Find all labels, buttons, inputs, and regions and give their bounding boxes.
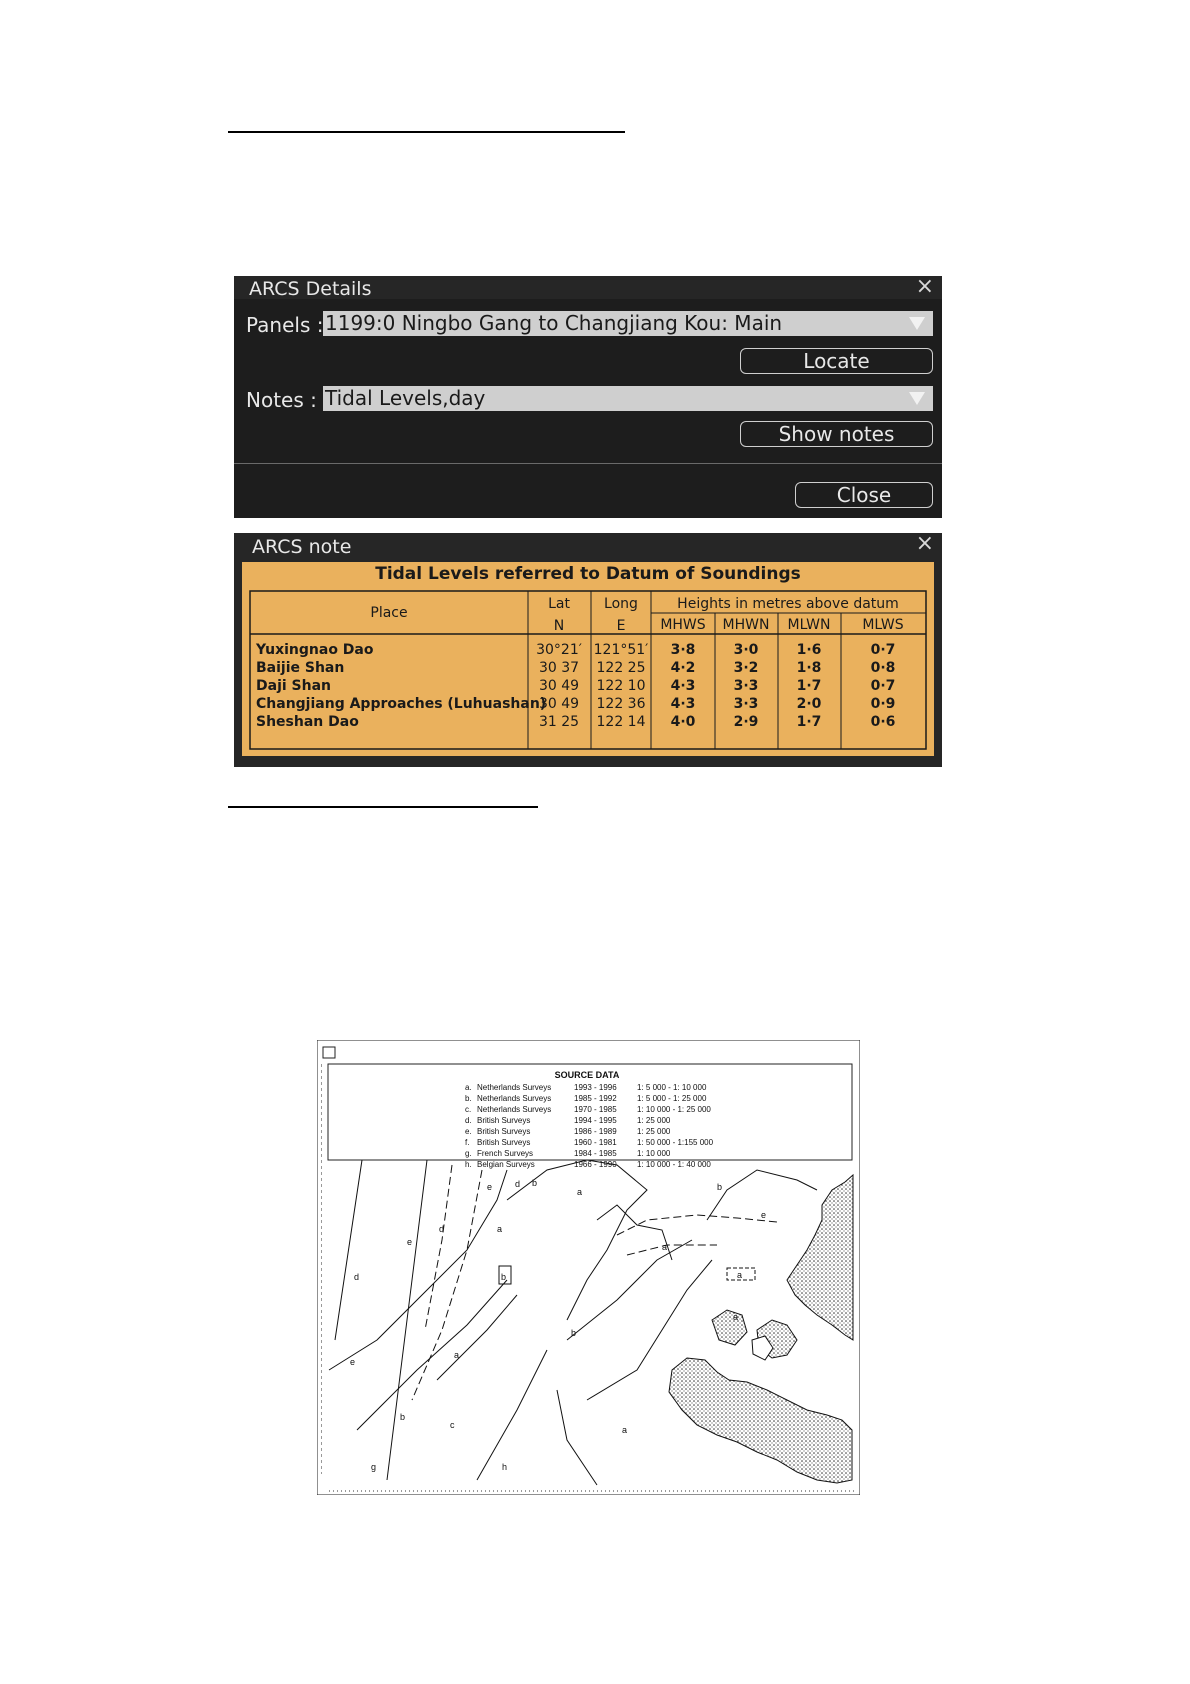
cell-mlwn: 1·7 [796, 678, 822, 694]
cell-mlws: 0·8 [870, 660, 896, 676]
close-icon[interactable]: × [915, 274, 934, 299]
cell-long: 122 14 [596, 714, 646, 730]
header-lat-sub: N [553, 618, 565, 634]
dropdown-arrow-icon [909, 392, 925, 405]
source-name: Belgian Surveys [477, 1160, 535, 1169]
source-years: 1970 - 1985 [574, 1105, 617, 1114]
cell-place: Changjiang Approaches (Luhuashan) [256, 696, 547, 712]
source-row [465, 1094, 707, 1103]
cell-mlwn: 1·8 [796, 660, 822, 676]
note-content [242, 562, 934, 756]
map-label: e [761, 1210, 767, 1220]
cell-long: 122 10 [596, 678, 646, 694]
cell-mhwn: 3·0 [733, 642, 759, 658]
source-name: British Surveys [477, 1138, 531, 1147]
cell-mhws: 4·2 [670, 660, 696, 676]
section-rule-top [228, 131, 625, 133]
cell-mlws: 0·6 [870, 714, 896, 730]
source-data-chart [317, 1040, 860, 1495]
source-name: Netherlands Surveys [477, 1105, 552, 1114]
cell-mhwn: 3·3 [733, 678, 759, 694]
source-name: British Surveys [477, 1127, 531, 1136]
source-scale: 1: 25 000 [637, 1116, 671, 1125]
source-years: 1993 - 1996 [574, 1083, 617, 1092]
panels-selected-value: 1199:0 Ningbo Gang to Changjiang Kou: Main [325, 311, 783, 335]
cell-mhwn: 2·9 [733, 714, 759, 730]
notes-selected-value: Tidal Levels,day [325, 386, 486, 410]
cell-lat: 30 37 [538, 660, 580, 676]
source-years: 1994 - 1995 [574, 1116, 617, 1125]
cell-mhws: 4·0 [670, 714, 696, 730]
source-key: h. [465, 1160, 472, 1169]
map-label: e [350, 1357, 356, 1367]
cell-mlwn: 2·0 [796, 696, 822, 712]
cell-mlws: 0·7 [870, 642, 896, 658]
source-scale: 1: 25 000 [637, 1127, 671, 1136]
dropdown-arrow-icon [909, 317, 925, 330]
section-rule-bottom [228, 806, 538, 808]
source-key: a. [465, 1083, 472, 1092]
table-row [256, 678, 895, 694]
close-button[interactable]: Close [795, 482, 933, 508]
source-key: d. [465, 1116, 472, 1125]
map-label: a [622, 1425, 628, 1435]
cell-long: 121°51′ [593, 642, 649, 658]
left-border-ticks [318, 1062, 323, 1474]
cell-long: 122 25 [596, 660, 646, 676]
source-data-title: SOURCE DATA [554, 1070, 620, 1080]
header-mlws: MLWS [862, 617, 904, 633]
cell-lat: 30°21′ [536, 642, 582, 658]
map-label: e [487, 1182, 493, 1192]
arcs-note-dialog [234, 533, 942, 767]
map-label: a [454, 1350, 460, 1360]
map-label: c [450, 1420, 455, 1430]
cell-mhwn: 3·2 [733, 660, 759, 676]
header-mlwn: MLWN [787, 617, 831, 633]
map-label: a [733, 1312, 739, 1322]
cell-lat: 31 25 [538, 714, 580, 730]
tidal-levels-table [242, 562, 934, 756]
map-label: b [501, 1272, 507, 1282]
cell-place: Yuxingnao Dao [256, 642, 374, 658]
source-key: c. [465, 1105, 472, 1114]
cell-place: Daji Shan [256, 678, 332, 694]
source-scale: 1: 10 000 - 1: 40 000 [637, 1160, 711, 1169]
source-row [465, 1105, 711, 1114]
notes-dropdown[interactable] [323, 386, 933, 411]
cell-mlwn: 1·6 [796, 642, 822, 658]
source-row [465, 1138, 714, 1147]
note-title: ARCS note [252, 536, 352, 558]
cell-mlwn: 1·7 [796, 714, 822, 730]
source-scale: 1: 50 000 - 1:155 000 [637, 1138, 714, 1147]
source-years: 1966 - 1990 [574, 1160, 617, 1169]
panels-dropdown[interactable] [323, 311, 933, 336]
header-long: Long [604, 596, 638, 612]
source-scale: 1: 10 000 [637, 1149, 671, 1158]
bottom-border-ticks [327, 1487, 857, 1492]
header-mhwn: MHWN [722, 617, 770, 633]
map-label: b [571, 1328, 577, 1338]
map-label: a [577, 1187, 583, 1197]
header-heights: Heights in metres above datum [677, 596, 899, 612]
map-label: h [502, 1462, 508, 1472]
notes-label: Notes : [246, 388, 317, 412]
source-name: French Surveys [477, 1149, 534, 1158]
header-place: Place [370, 605, 408, 621]
source-key: f. [465, 1138, 470, 1147]
dialog-titlebar [234, 276, 942, 299]
header-long-sub: E [616, 618, 626, 634]
dialog-separator [234, 463, 942, 464]
cell-mhws: 3·8 [670, 642, 696, 658]
source-key: b. [465, 1094, 472, 1103]
map-label: a [662, 1242, 668, 1252]
map-label: a [497, 1224, 503, 1234]
map-label: g [371, 1462, 377, 1472]
dialog-title: ARCS Details [249, 278, 372, 300]
table-row [256, 696, 895, 712]
table-row [256, 660, 895, 676]
table-row [255, 642, 895, 658]
source-scale: 1: 5 000 - 1: 25 000 [637, 1094, 707, 1103]
cell-lat: 30 49 [538, 696, 580, 712]
source-key: e. [465, 1127, 472, 1136]
cell-place: Sheshan Dao [256, 714, 359, 730]
cell-mlws: 0·7 [870, 678, 896, 694]
cell-lat: 30 49 [538, 678, 580, 694]
map-label: d [354, 1272, 360, 1282]
header-lat: Lat [548, 596, 570, 612]
source-years: 1984 - 1985 [574, 1149, 617, 1158]
source-name: Netherlands Surveys [477, 1094, 552, 1103]
map-label: e [407, 1237, 413, 1247]
cell-mlws: 0·9 [870, 696, 896, 712]
map-label: b [400, 1412, 406, 1422]
show-notes-button[interactable]: Show notes [740, 421, 933, 447]
source-years: 1960 - 1981 [574, 1138, 617, 1147]
cell-place: Baijie Shan [256, 660, 345, 676]
source-scale: 1: 10 000 - 1: 25 000 [637, 1105, 711, 1114]
source-key: g. [465, 1149, 472, 1158]
map-label: a [737, 1270, 743, 1280]
source-row [465, 1160, 711, 1169]
table-row [256, 714, 895, 730]
map-label: d [439, 1224, 445, 1234]
locate-button[interactable]: Locate [740, 348, 933, 374]
map-label: d [515, 1179, 521, 1189]
map-label: b [532, 1178, 538, 1188]
map-label: b [717, 1182, 723, 1192]
source-name: Netherlands Surveys [477, 1083, 552, 1092]
panels-label: Panels : [246, 313, 324, 337]
source-row [465, 1083, 707, 1092]
cell-mhws: 4·3 [670, 696, 696, 712]
source-years: 1985 - 1992 [574, 1094, 617, 1103]
note-heading: Tidal Levels referred to Datum of Soundings [375, 564, 801, 584]
close-icon[interactable]: × [915, 531, 934, 556]
cell-mhwn: 3·3 [733, 696, 759, 712]
source-scale: 1: 5 000 - 1: 10 000 [637, 1083, 707, 1092]
source-name: British Surveys [477, 1116, 531, 1125]
header-mhws: MHWS [660, 617, 706, 633]
arcs-details-dialog [234, 276, 942, 518]
cell-mhws: 4·3 [670, 678, 696, 694]
source-years: 1986 - 1989 [574, 1127, 617, 1136]
cell-long: 122 36 [596, 696, 646, 712]
